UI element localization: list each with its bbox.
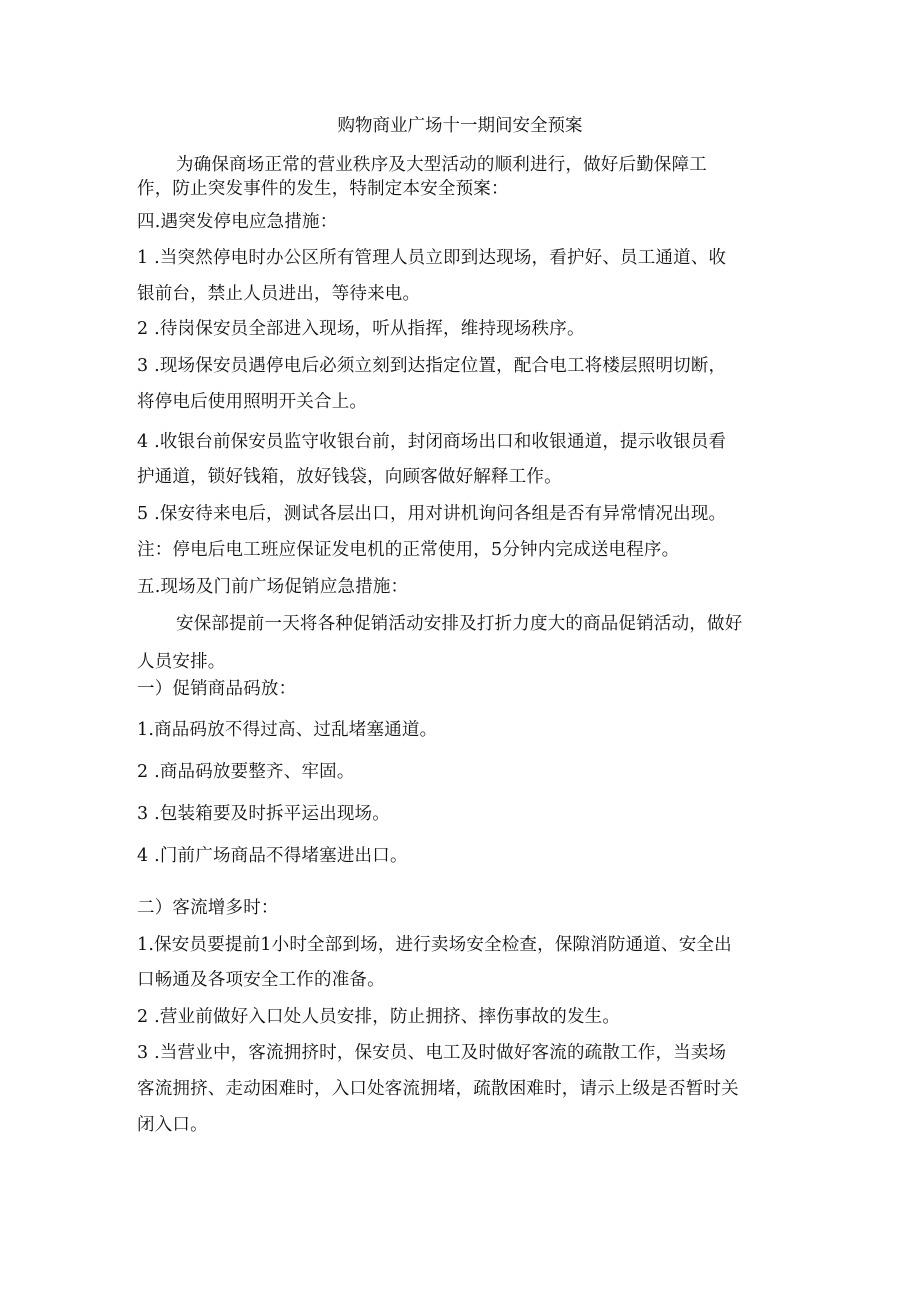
sub1-item-1: 1.商品码放不得过高、过乱堵塞通道。 [137,720,438,740]
section4-item-1-cont: 银前台，禁止人员进出，等待来电。 [137,284,421,304]
section4-heading: 四.遇突发停电应急措施： [137,212,338,232]
section4-item-3-cont: 将停电后使用照明开关合上。 [137,392,368,412]
intro-line-2: 作，防止突发事件的发生，特制定本安全预案： [137,179,509,199]
section4-note: 注：停电后电工班应保证发电机的正常使用，5分钟内完成送电程序。 [137,540,680,560]
section4-item-3: 3 .现场保安员遇停电后必须立刻到达指定位置，配合电工将楼层照明切断， [137,356,727,376]
sub1-item-3: 3 .包装箱要及时拆平运出现场。 [137,804,390,824]
sub1-heading: 一）促销商品码放： [137,679,297,699]
sub1-item-2: 2 .商品码放要整齐、牢固。 [137,762,355,782]
sub2-item-3-cont: 客流拥挤、走动困难时，入口处客流拥堵，疏散困难时，请示上级是否暂时关 [137,1079,739,1099]
section4-item-2: 2 .待岗保安员全部进入现场，听从指挥，维持现场秩序。 [137,319,585,339]
section5-heading: 五.现场及门前广场促销应急措施： [137,577,409,597]
section4-item-4: 4 .收银台前保安员监守收银台前，封闭商场出口和收银通道，提示收银员看 [137,432,727,452]
sub2-item-1: 1.保安员要提前1小时全部到场，进行卖场安全检查，保隙消防通道、安全出 [137,935,732,955]
section5-intro-line-1: 安保部提前一天将各种促销活动安排及打折力度大的商品促销活动，做好 [176,614,743,634]
sub2-item-1-cont: 口畅通及各项安全工作的准备。 [137,970,385,990]
section4-item-5: 5 .保安待来电后，测试各层出口，用对讲机询问各组是否有异常情况出现。 [137,504,727,524]
sub2-item-3-cont-2: 闭入口。 [137,1115,208,1135]
section5-intro-line-2: 人员安排。 [137,652,226,672]
section4-item-1: 1 .当突然停电时办公区所有管理人员立即到达现场，看护好、员工通道、收 [137,248,727,268]
sub2-item-2: 2 .营业前做好入口处人员安排，防止拥挤、摔伤事故的发生。 [137,1007,621,1027]
intro-line-1: 为确保商场正常的营业秩序及大型活动的顺利进行，做好后勤保障工 [176,155,707,175]
sub1-item-4: 4 .门前广场商品不得堵塞进出口。 [137,846,408,866]
document-title: 购物商业广场十一期间安全预案 [337,116,583,136]
sub2-heading: 二）客流增多时： [137,898,279,918]
section4-item-4-cont: 护通道，锁好钱箱，放好钱袋，向顾客做好解释工作。 [137,467,562,487]
sub2-item-3: 3 .当营业中，客流拥挤时，保安员、电工及时做好客流的疏散工作，当卖场 [137,1043,727,1063]
